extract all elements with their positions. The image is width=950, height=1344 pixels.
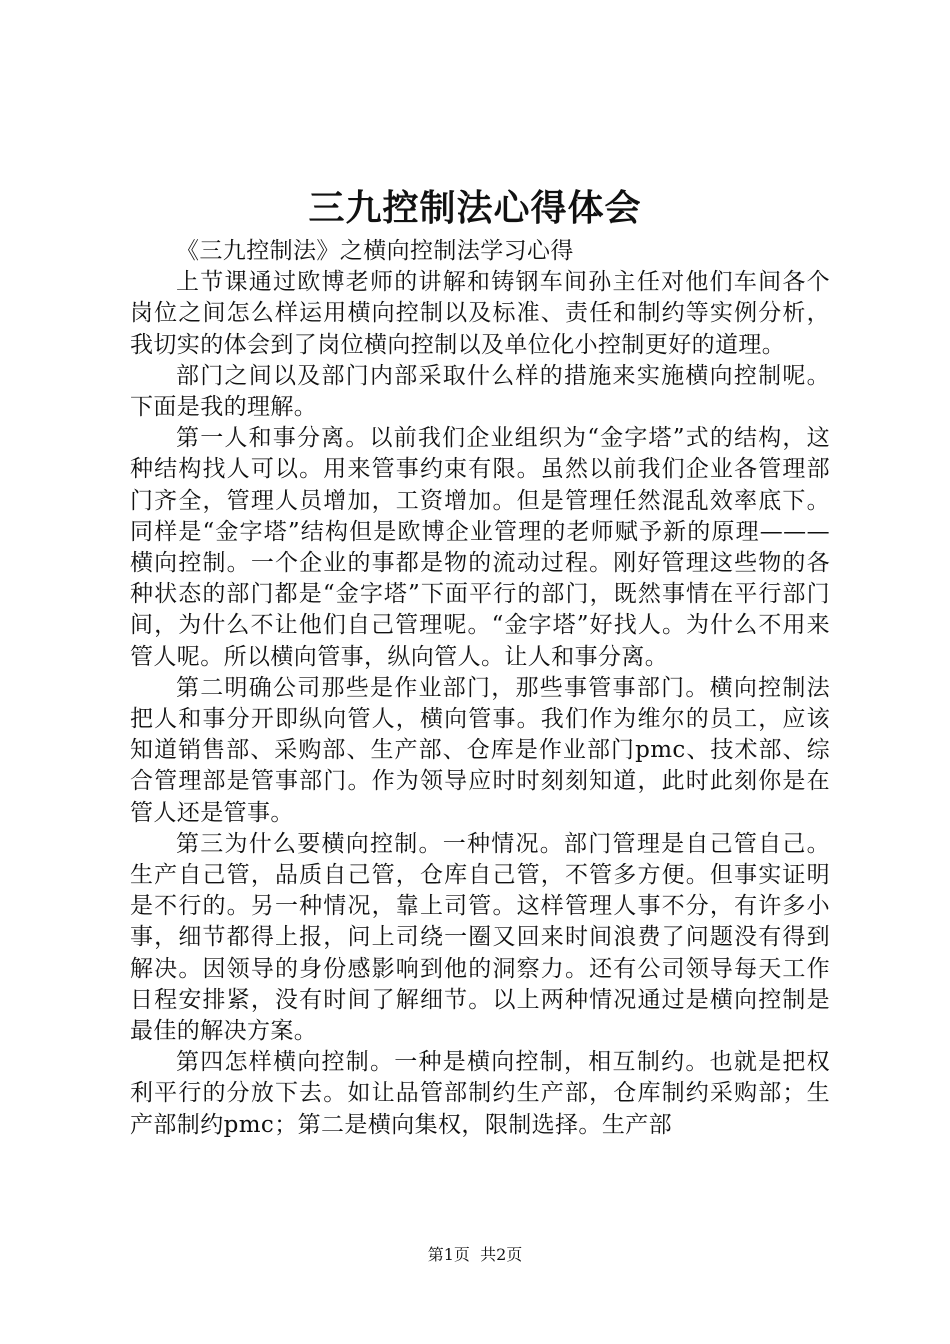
paragraph-subtitle: 《三九控制法》之横向控制法学习心得 <box>176 238 574 264</box>
paragraph-intro: 上节课通过欧博老师的讲解和铸钢车间孙主任对他们车间各个岗位之间怎么样运用横向控制以及标准、责任和制约等实例分析，我切实的体会到了岗位横向控制以及单位化小控制更好的道理。 <box>130 269 830 358</box>
page-number: 第1页 共2页 <box>427 1245 523 1264</box>
paragraph-point-three: 第三为什么要横向控制。一种情况。部门管理是自己管自己。生产自己管，品质自己管，仓库自己管，不管多方便。但事实证明是不行的。另一种情况，靠上司管。这样管理人事不分，有许多小事，细节都得上报，问上司绕一圈又回来时间浪费了问题没有得到解决。因领导的身份感影响到他的洞察力。还有公司领导每天工作日程安排紧，没有时间了解细节。以上两种情况通过是横向控制是最佳的解决方案。 <box>130 830 830 1045</box>
document-title: 三九控制法心得体会 <box>308 187 642 229</box>
paragraph-point-four: 第四怎样横向控制。一种是横向控制，相互制约。也就是把权利平行的分放下去。如让品管部制约生产部，仓库制约采购部；生产部制约pmc；第二是横向集权，限制选择。生产部 <box>130 1049 830 1138</box>
paragraph-point-two: 第二明确公司那些是作业部门，那些事管事部门。横向控制法把人和事分开即纵向管人，横向管事。我们作为维尔的员工，应该知道销售部、采购部、生产部、仓库是作业部门pmc、技术部、综合管理部是管事部门。作为领导应时时刻刻知道，此时此刻你是在管人还是管事。 <box>130 674 830 826</box>
paragraph-question: 部门之间以及部门内部采取什么样的措施来实施横向控制呢。下面是我的理解。 <box>130 362 830 421</box>
document-body <box>130 236 830 1141</box>
page-footer <box>0 1244 950 1266</box>
paragraph-point-one: 第一人和事分离。以前我们企业组织为“金字塔”式的结构，这种结构找人可以。用来管事约束有限。虽然以前我们企业各管理部门齐全，管理人员增加，工资增加。但是管理任然混乱效率底下。同样是“金字塔”结构但是欧博企业管理的老师赋予新的原理———横向控制。一个企业的事都是物的流动过程。刚好管理这些物的各种状态的部门都是“金字塔”下面平行的部门，既然事情在平行部门间，为什么不让他们自己管理呢。“金字塔”好找人。为什么不用来管人呢。所以横向管事，纵向管人。让人和事分离。 <box>130 425 830 670</box>
